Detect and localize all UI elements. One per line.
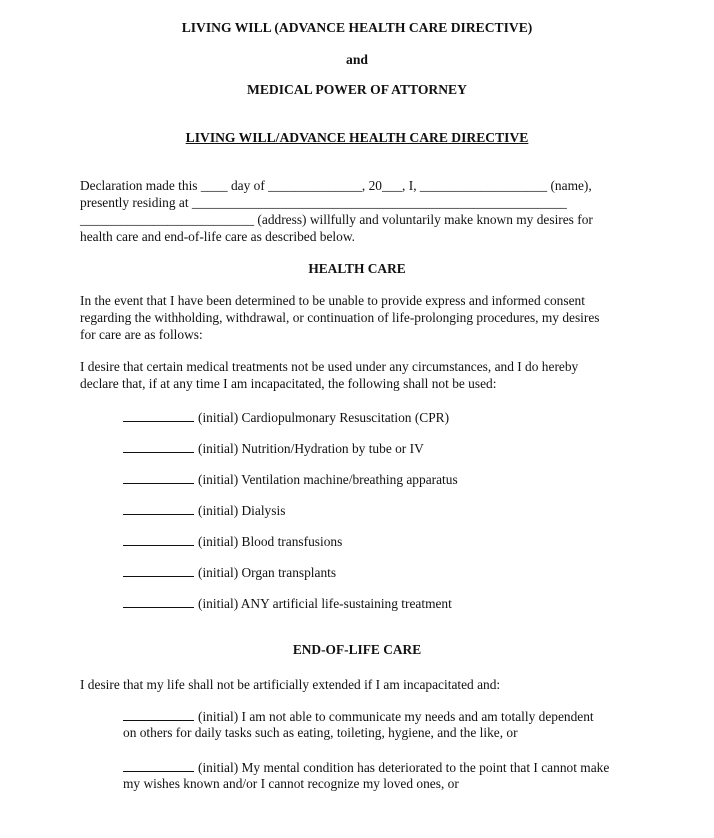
end-of-life-continuation: my wishes known and/or I cannot recognize my loved ones, or [123, 776, 459, 791]
initial-blank[interactable] [123, 439, 194, 453]
initial-blank[interactable] [123, 501, 194, 515]
title-conjunction: and [346, 52, 368, 67]
treatment-label: (initial) Blood transfusions [198, 534, 343, 549]
end-of-life-label: (initial) I am not able to communicate my needs and am totally dependent [198, 709, 594, 724]
intro-line: for care are as follows: [80, 327, 203, 342]
section-title: LIVING WILL/ADVANCE HEALTH CARE DIRECTIVE [185, 130, 529, 145]
intro-line: In the event that I have been determined to be unable to provide express and informed consent [80, 293, 585, 308]
initial-blank[interactable] [123, 594, 194, 608]
treatment-label: (initial) ANY artificial life-sustaining treatment [198, 596, 452, 611]
desire-line: declare that, if at any time I am incapacitated, the following shall not be used: [80, 376, 497, 391]
declaration-line: presently residing at ________________________________________________________ [80, 195, 567, 210]
end-of-life-item-mental [123, 758, 609, 792]
initial-blank[interactable] [123, 707, 194, 721]
intro-line: regarding the withholding, withdrawal, or continuation of life-prolonging procedures, my desires [80, 310, 600, 325]
initial-blank[interactable] [123, 758, 194, 772]
initial-blank[interactable] [123, 563, 194, 577]
declaration-line: health care and end-of-life care as described below. [80, 229, 355, 244]
initial-blank[interactable] [123, 532, 194, 546]
end-of-life-heading: END-OF-LIFE CARE [292, 642, 422, 657]
document-title: LIVING WILL (ADVANCE HEALTH CARE DIRECTIVE) [181, 20, 533, 35]
end-of-life-intro: I desire that my life shall not be artificially extended if I am incapacitated and: [80, 677, 501, 692]
health-care-intro [80, 292, 640, 343]
treatment-label: (initial) Nutrition/Hydration by tube or IV [198, 441, 424, 456]
treatment-label: (initial) Ventilation machine/breathing apparatus [198, 472, 458, 487]
end-of-life-item-dependent [123, 707, 594, 741]
declaration-line: __________________________ (address) willfully and voluntarily make known my desires for [80, 212, 593, 227]
end-of-life-continuation: on others for daily tasks such as eating, toileting, hygiene, and the like, or [123, 725, 518, 740]
treatment-item-any [123, 594, 452, 612]
health-care-desire [80, 358, 640, 392]
treatment-label: (initial) Organ transplants [198, 565, 337, 580]
treatment-item-cpr [123, 408, 449, 426]
treatment-item-organ [123, 563, 336, 581]
treatment-item-dialysis [123, 501, 285, 519]
desire-line: I desire that certain medical treatments not be used under any circumstances, and I do hereby [80, 359, 579, 374]
initial-blank[interactable] [123, 408, 194, 422]
treatment-label: (initial) Cardiopulmonary Resuscitation (CPR) [198, 410, 450, 425]
treatment-item-blood [123, 532, 342, 550]
declaration-paragraph [80, 177, 640, 245]
treatment-label: (initial) Dialysis [198, 503, 286, 518]
health-care-heading: HEALTH CARE [308, 261, 406, 276]
initial-blank[interactable] [123, 470, 194, 484]
declaration-line: Declaration made this ____ day of ______________, 20___, I, ___________________ (name), [80, 178, 592, 193]
end-of-life-label: (initial) My mental condition has deteriorated to the point that I cannot make [198, 760, 610, 775]
treatment-item-ventilation [123, 470, 458, 488]
document-subtitle: MEDICAL POWER OF ATTORNEY [247, 82, 467, 97]
treatment-item-nutrition [123, 439, 424, 457]
